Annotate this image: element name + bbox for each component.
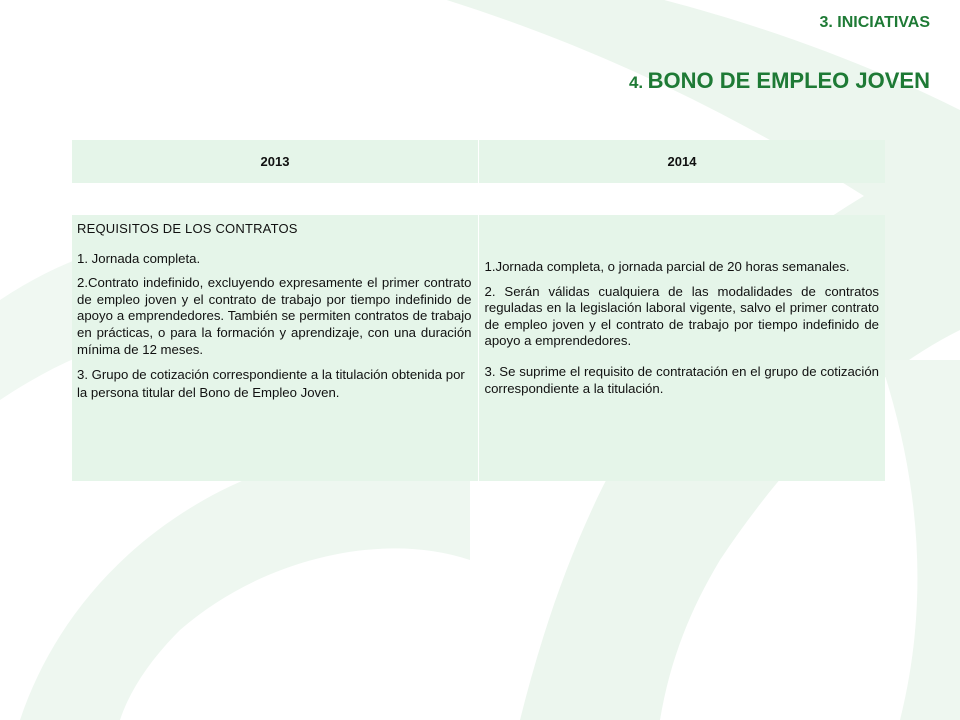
slide-title-text: BONO DE EMPLEO JOVEN — [647, 68, 930, 93]
year-header-2014: 2014 — [478, 140, 885, 183]
requirement-2013-item-2: 2.Contrato indefinido, excluyendo expresamente el primer contrato de empleo joven y el contrato de trabajo por tiempo indefinido de apoyo a emprendedores. También se permiten contratos de trabajo en prácticas, o para la formación y aprendizaje, con una duración mínima de 12 meses. — [77, 275, 472, 357]
requirements-table — [72, 215, 885, 481]
years-table — [72, 140, 885, 183]
slide-title-number: 4. — [628, 73, 644, 92]
requirement-2013-item-3: 3. Grupo de cotización correspondiente a la titulación obtenida por la persona titular del Bono de Empleo Joven. — [77, 367, 465, 401]
requirement-2014-item-1: 1.Jornada completa, o jornada parcial de 20 horas semanales. — [484, 259, 850, 274]
requirements-heading: REQUISITOS DE LOS CONTRATOS — [77, 221, 298, 236]
requirement-2014-item-2: 2. Serán válidas cualquiera de las modalidades de contratos reguladas en la legislación laboral vigente, salvo el primer contrato de empleo joven y el contrato de trabajo por tiempo indefinido de apoyo a emprendedores. — [484, 283, 879, 349]
requirement-2014-item-3: 3. Se suprime el requisito de contratación en el grupo de cotización correspondiente a la titulación. — [484, 363, 879, 396]
slide-title — [629, 68, 930, 94]
requirements-2014-column — [478, 215, 886, 481]
year-header-2013: 2013 — [260, 154, 290, 169]
requirement-2013-item-1: 1. Jornada completa. — [77, 250, 201, 266]
requirements-2013-column — [72, 215, 478, 481]
section-title: 3. INICIATIVAS — [819, 14, 930, 31]
